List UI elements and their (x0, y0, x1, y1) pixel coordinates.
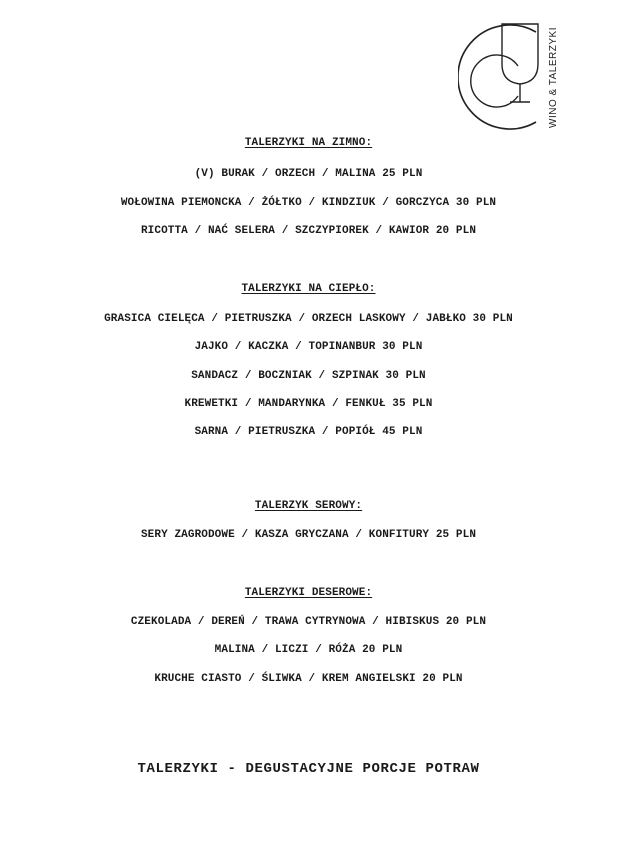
menu-item: SANDACZ / BOCZNIAK / SZPINAK 30 PLN (191, 370, 426, 382)
section-heading-cold: TALERZYKI NA ZIMNO: (244, 137, 373, 149)
section-heading-cheese: TALERZYK SEROWY: (254, 500, 363, 512)
section-heading-warm: TALERZYKI NA CIEPŁO: (241, 283, 376, 295)
menu-item: MALINA / LICZI / RÓŻA 20 PLN (214, 644, 403, 656)
menu-item: SARNA / PIETRUSZKA / POPIÓŁ 45 PLN (194, 426, 423, 438)
menu-item: SERY ZAGRODOWE / KASZA GRYCZANA / KONFITURY 25 PLN (140, 529, 477, 541)
footer-tagline: TALERZYKI - DEGUSTACYJNE PORCJE POTRAW (137, 761, 480, 777)
menu-item: RICOTTA / NAĆ SELERA / SZCZYPIOREK / KAWIOR 20 PLN (140, 225, 477, 237)
menu-item: WOŁOWINA PIEMONCKA / ŻÓŁTKO / KINDZIUK / GORCZYCA 30 PLN (120, 197, 497, 209)
logo-text: WINO & TALERZYKI (548, 27, 559, 129)
menu-item: CZEKOLADA / DEREŃ / TRAWA CYTRYNOWA / HIBISKUS 20 PLN (130, 616, 487, 628)
section-heading-dessert: TALERZYKI DESEROWE: (244, 587, 373, 599)
menu-item: JAJKO / KACZKA / TOPINANBUR 30 PLN (194, 341, 423, 353)
menu-item: KRUCHE CIASTO / ŚLIWKA / KREM ANGIELSKI 20 PLN (154, 673, 463, 685)
menu-item: (V) BURAK / ORZECH / MALINA 25 PLN (194, 168, 423, 180)
menu-item: GRASICA CIELĘCA / PIETRUSZKA / ORZECH LASKOWY / JABŁKO 30 PLN (104, 313, 513, 325)
menu-item: KREWETKI / MANDARYNKA / FENKUŁ 35 PLN (184, 398, 433, 410)
